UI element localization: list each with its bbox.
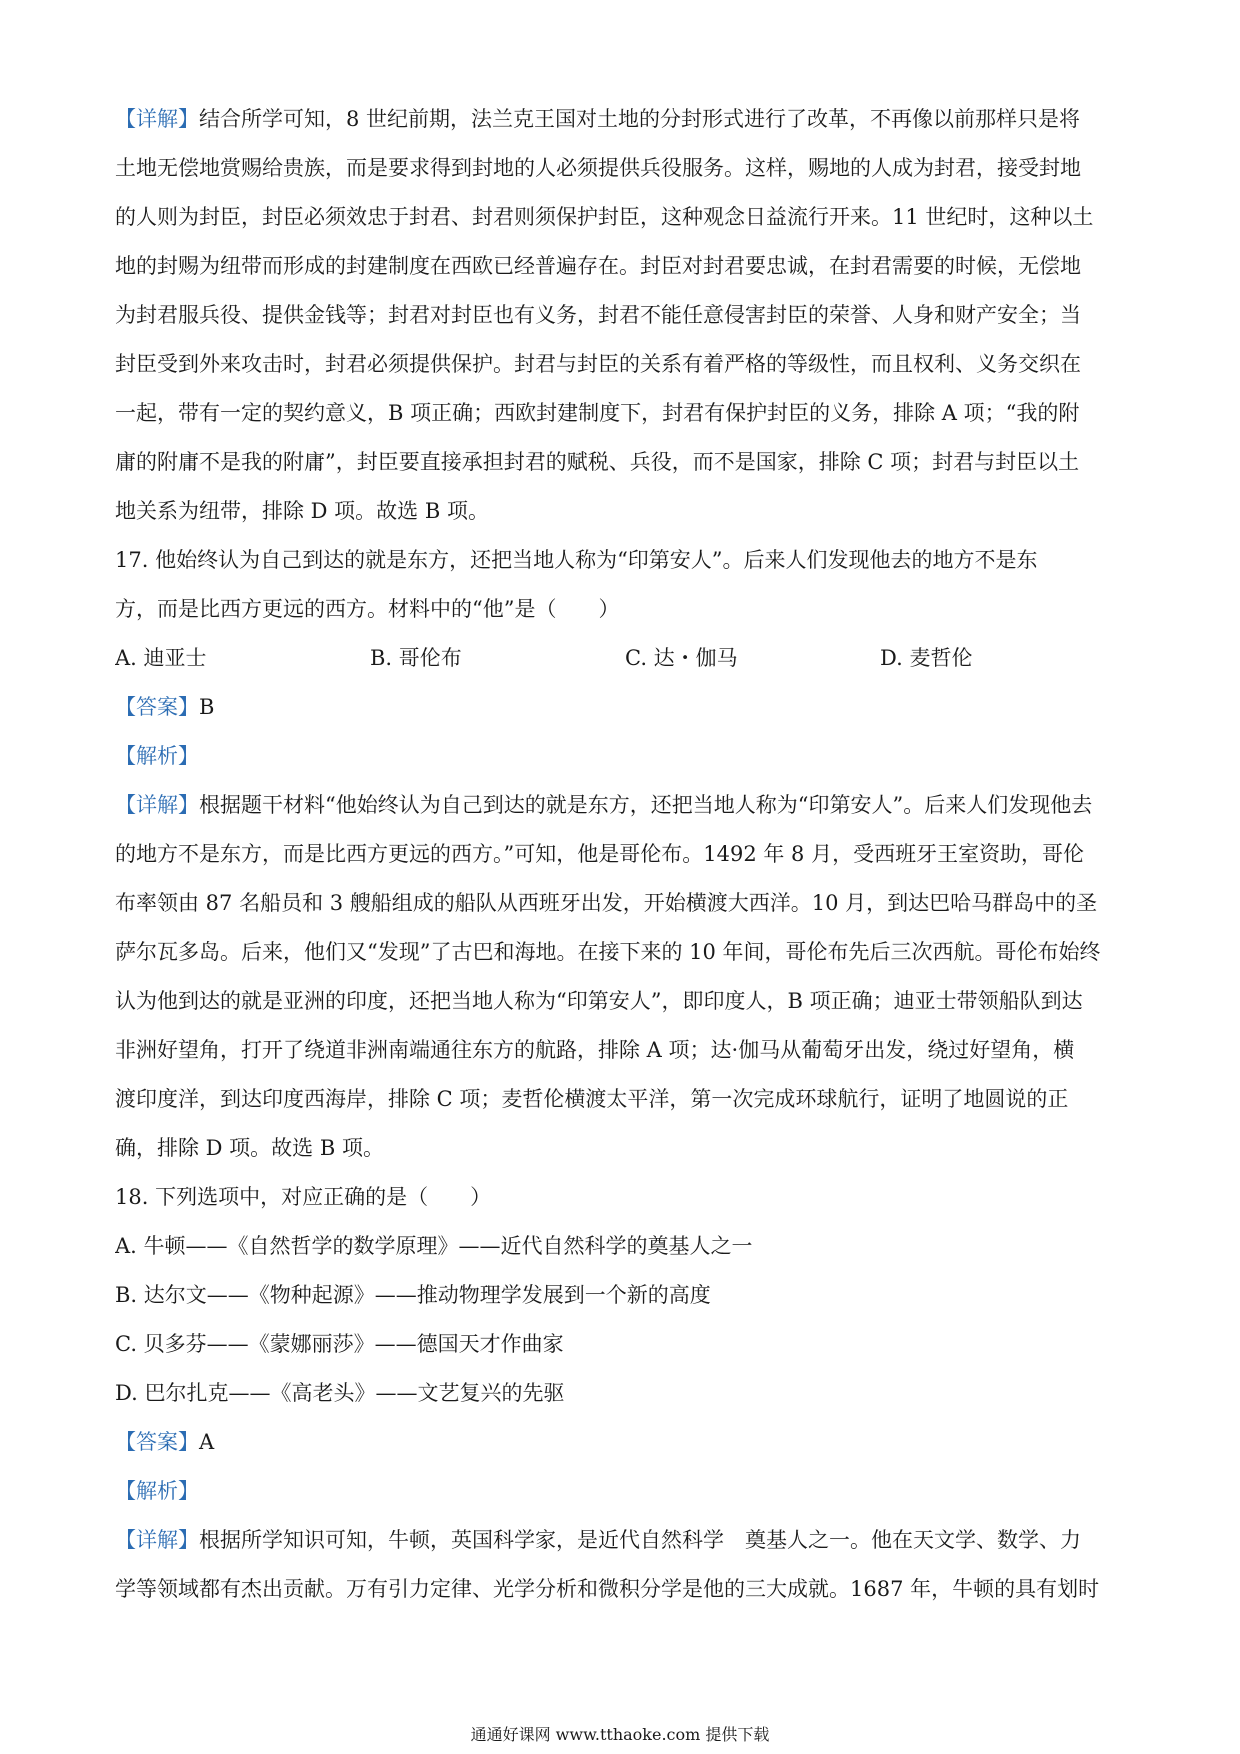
q18-answer <box>115 1418 1135 1467</box>
q18-option-b: B. 达尔文——《物种起源》——推动物理学发展到一个新的高度 <box>115 1283 711 1307</box>
q17-option-b: B. 哥伦布 <box>370 646 462 670</box>
answer-label: 【答案】 <box>115 1430 199 1454</box>
q17-option-c: C. 达・伽马 <box>625 646 738 670</box>
q16-detail-line: 【详解】结合所学可知，8 世纪前期，法兰克王国对土地的分封形式进行了改革，不再像以前那样只是将 <box>115 107 1081 131</box>
detail-label: 【详解】 <box>115 107 199 131</box>
detail-label: 【详解】 <box>115 1528 199 1552</box>
q18-stem: 18. 下列选项中，对应正确的是（ ） <box>115 1185 492 1209</box>
detail-label: 【详解】 <box>115 793 199 817</box>
q18-option-a: A. 牛顿——《自然哲学的数学原理》——近代自然科学的奠基人之一 <box>115 1234 753 1258</box>
q17-answer <box>115 683 1135 732</box>
q18-detail-line: 【详解】根据所学知识可知，牛顿，英国科学家，是近代自然科学 奠基人之一。他在天文学、数学、力 <box>115 1528 1081 1552</box>
q18-detail-line: 学等领域都有杰出贡献。万有引力定律、光学分析和微积分学是他的三大成就。1687 年，牛顿的具有划时 <box>115 1577 1100 1601</box>
q17-answer-value: B <box>199 695 215 719</box>
q16-detail-line: 为封君服兵役、提供金钱等；封君对封臣也有义务，封君不能任意侵害封臣的荣誉、人身和财产安全；当 <box>115 303 1081 327</box>
q16-detail-line: 封臣受到外来攻击时，封君必须提供保护。封君与封臣的关系有着严格的等级性，而且权利、义务交织在 <box>115 352 1081 376</box>
q17-detail-line: 【详解】根据题干材料“他始终认为自己到达的就是东方，还把当地人称为“印第安人”。后来人们发现他去 <box>115 793 1093 817</box>
q16-detail-line: 土地无偿地赏赐给贵族，而是要求得到封地的人必须提供兵役服务。这样，赐地的人成为封君，接受封地 <box>115 156 1081 180</box>
q16-detail-line: 一起，带有一定的契约意义，B 项正确；西欧封建制度下，封君有保护封臣的义务，排除 A 项；“我的附 <box>115 401 1080 425</box>
q17-detail-line: 萨尔瓦多岛。后来，他们又“发现”了古巴和海地。在接下来的 10 年间，哥伦布先后三次西航。哥伦布始终 <box>115 940 1101 964</box>
q17-stem-line: 方，而是比西方更远的西方。材料中的“他”是（ ） <box>115 597 620 621</box>
q17-detail-line: 确，排除 D 项。故选 B 项。 <box>115 1136 384 1160</box>
q18-answer-value: A <box>199 1430 215 1454</box>
answer-label: 【答案】 <box>115 695 199 719</box>
q16-detail-line: 庸的附庸不是我的附庸”，封臣要直接承担封君的赋税、兵役，而不是国家，排除 C 项；封君与封臣以土 <box>115 450 1080 474</box>
q16-detail-line: 地关系为纽带，排除 D 项。故选 B 项。 <box>115 499 489 523</box>
q17-option-d: D. 麦哲伦 <box>880 646 973 670</box>
page-content <box>115 95 1135 1614</box>
q17-detail-line: 布率领由 87 名船员和 3 艘船组成的船队从西班牙出发，开始横渡大西洋。10 月，到达巴哈马群岛中的圣 <box>115 891 1098 915</box>
q16-detail-line: 的人则为封臣，封臣必须效忠于封君、封君则须保护封臣，这种观念日益流行开来。11 世纪时，这种以土 <box>115 205 1094 229</box>
q17-stem-line: 17. 他始终认为自己到达的就是东方，还把当地人称为“印第安人”。后来人们发现他去的地方不是东 <box>115 548 1038 572</box>
q17-detail-line: 渡印度洋，到达印度西海岸，排除 C 项；麦哲伦横渡太平洋，第一次完成环球航行，证明了地圆说的正 <box>115 1087 1069 1111</box>
q17-detail-line: 非洲好望角，打开了绕道非洲南端通往东方的航路，排除 A 项；达·伽马从葡萄牙出发，绕过好望角，横 <box>115 1038 1075 1062</box>
q17-detail-line: 的地方不是东方，而是比西方更远的西方。”可知，他是哥伦布。1492 年 8 月，受西班牙王室资助，哥伦 <box>115 842 1085 866</box>
q18-option-c: C. 贝多芬——《蒙娜丽莎》——德国天才作曲家 <box>115 1332 564 1356</box>
q17-analysis-label: 【解析】 <box>115 744 199 768</box>
q18-analysis-label: 【解析】 <box>115 1479 199 1503</box>
q17-option-a: A. 迪亚士 <box>115 646 207 670</box>
q17-options <box>115 634 1135 683</box>
q16-detail-line: 地的封赐为纽带而形成的封建制度在西欧已经普遍存在。封臣对封君要忠诚，在封君需要的时候，无偿地 <box>115 254 1081 278</box>
q17-detail-line: 认为他到达的就是亚洲的印度，还把当地人称为“印第安人”，即印度人，B 项正确；迪亚士带领船队到达 <box>115 989 1083 1013</box>
q18-option-d: D. 巴尔扎克——《高老头》——文艺复兴的先驱 <box>115 1381 565 1405</box>
page-footer: 通通好课网 www.tthaoke.com 提供下载 <box>470 1725 770 1744</box>
